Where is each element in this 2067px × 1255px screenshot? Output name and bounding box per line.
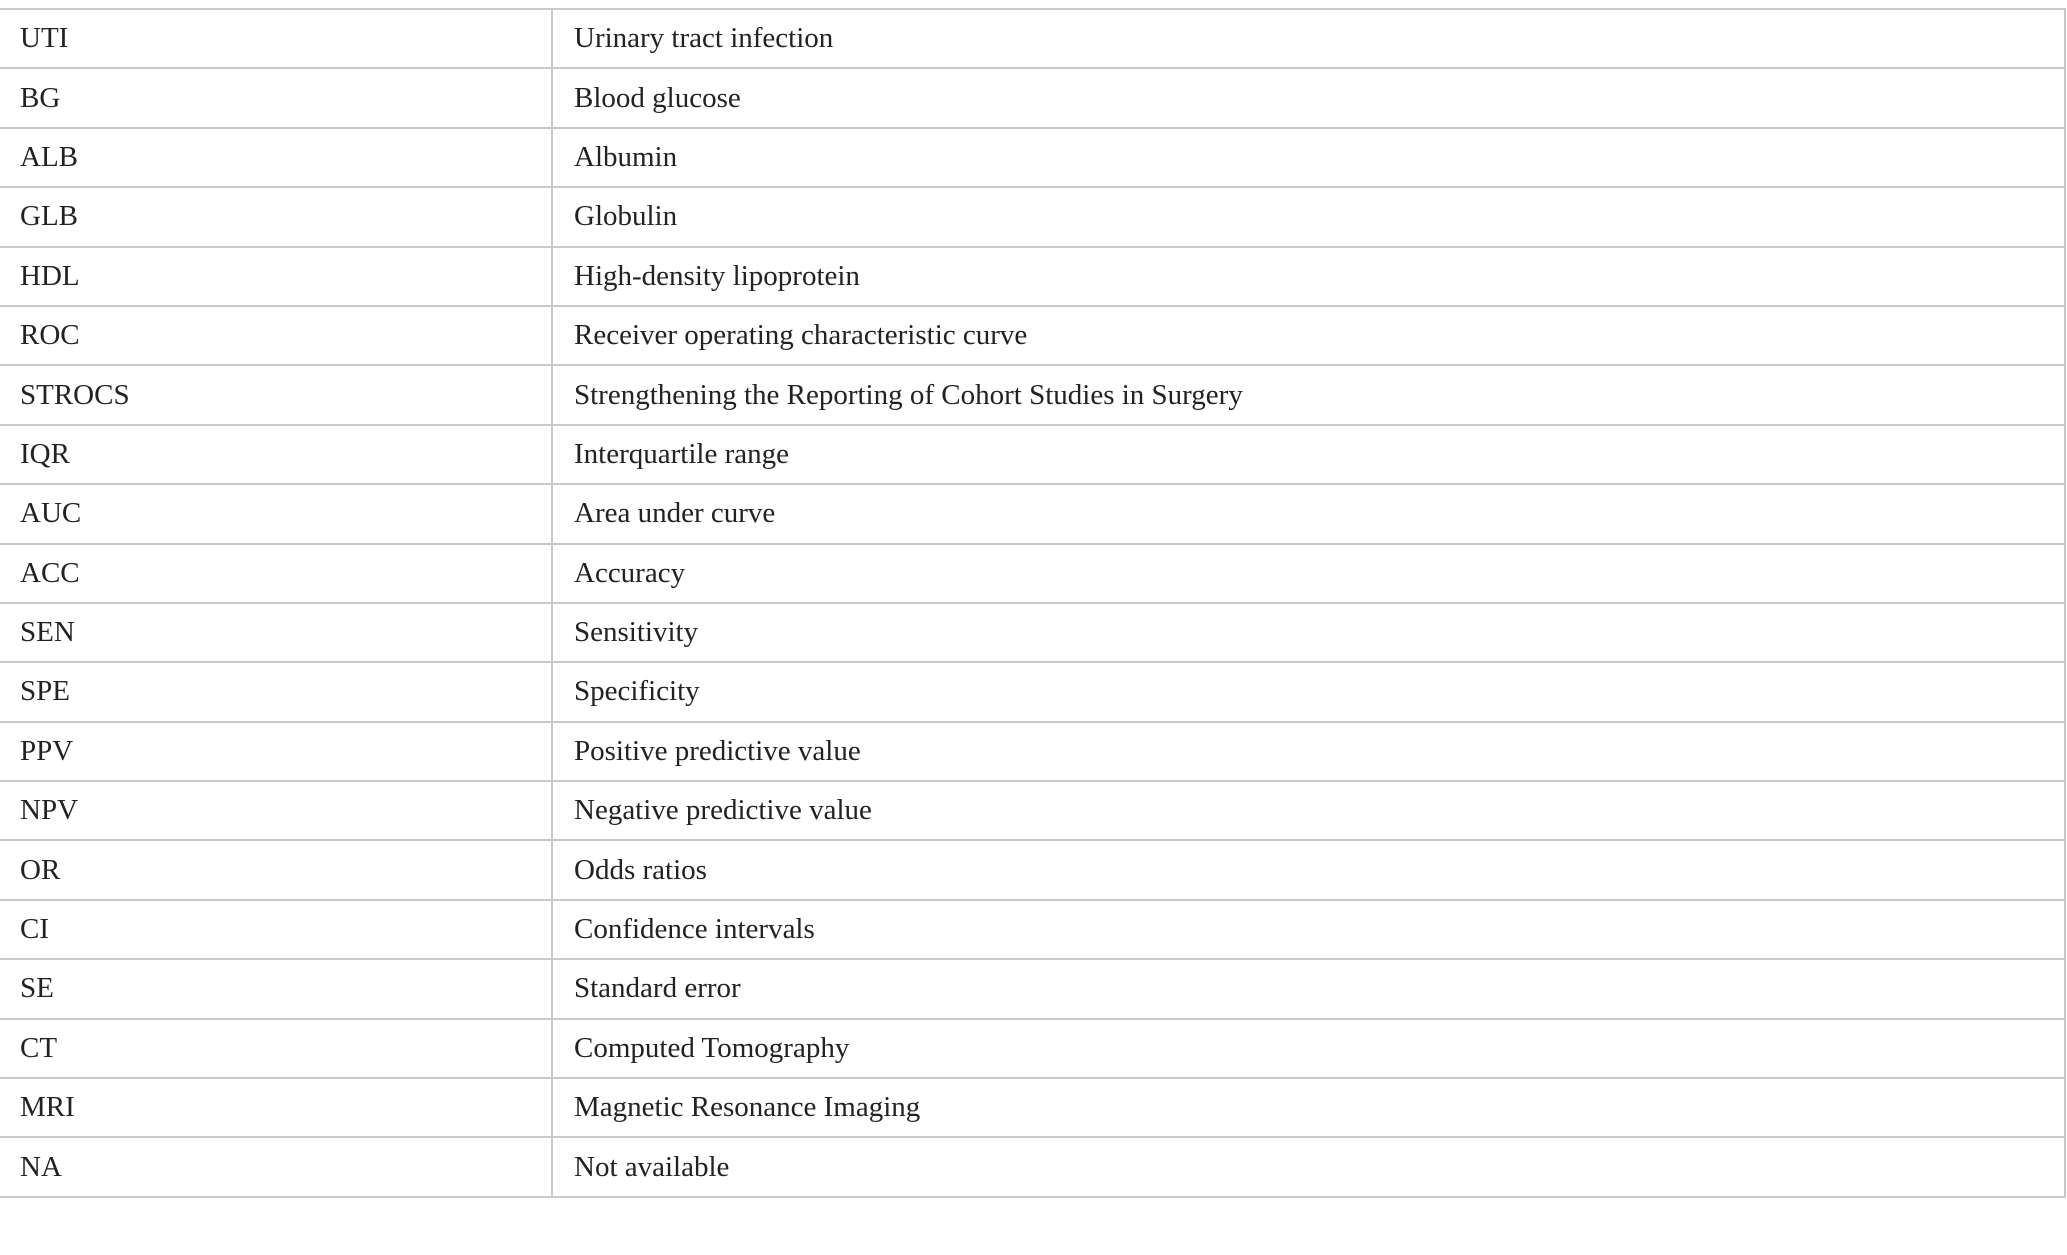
table-row	[0, 68, 2065, 127]
table-row	[0, 128, 2065, 187]
abbreviations-table-body	[0, 9, 2065, 1197]
table-row	[0, 900, 2065, 959]
abbreviation-cell: SEN	[0, 603, 552, 662]
abbreviation-cell: MRI	[0, 1078, 552, 1137]
abbreviation-cell: GLB	[0, 187, 552, 246]
table-row	[0, 603, 2065, 662]
table-row	[0, 187, 2065, 246]
abbreviation-cell: BG	[0, 68, 552, 127]
definition-cell: Strengthening the Reporting of Cohort Studies in Surgery	[552, 365, 2065, 424]
table-row	[0, 484, 2065, 543]
definition-cell: Receiver operating characteristic curve	[552, 306, 2065, 365]
table-row	[0, 959, 2065, 1018]
definition-cell: Positive predictive value	[552, 722, 2065, 781]
definition-cell: Globulin	[552, 187, 2065, 246]
table-row	[0, 425, 2065, 484]
abbreviation-cell: AUC	[0, 484, 552, 543]
table-row	[0, 840, 2065, 899]
table-row	[0, 781, 2065, 840]
definition-cell: Interquartile range	[552, 425, 2065, 484]
table-row	[0, 1078, 2065, 1137]
definition-cell: Standard error	[552, 959, 2065, 1018]
abbreviation-cell: SE	[0, 959, 552, 1018]
abbreviations-table-container	[0, 8, 2066, 1198]
abbreviation-cell: CI	[0, 900, 552, 959]
abbreviation-cell: CT	[0, 1019, 552, 1078]
abbreviation-cell: NPV	[0, 781, 552, 840]
definition-cell: Urinary tract infection	[552, 9, 2065, 68]
table-row	[0, 544, 2065, 603]
table-row	[0, 9, 2065, 68]
abbreviations-table	[0, 8, 2066, 1198]
abbreviation-cell: ACC	[0, 544, 552, 603]
table-row	[0, 365, 2065, 424]
definition-cell: Area under curve	[552, 484, 2065, 543]
abbreviation-cell: OR	[0, 840, 552, 899]
abbreviation-cell: STROCS	[0, 365, 552, 424]
table-row	[0, 1137, 2065, 1196]
definition-cell: Magnetic Resonance Imaging	[552, 1078, 2065, 1137]
abbreviation-cell: UTI	[0, 9, 552, 68]
definition-cell: Not available	[552, 1137, 2065, 1196]
table-row	[0, 247, 2065, 306]
table-row	[0, 1019, 2065, 1078]
abbreviation-cell: SPE	[0, 662, 552, 721]
table-row	[0, 306, 2065, 365]
abbreviation-cell: PPV	[0, 722, 552, 781]
definition-cell: Albumin	[552, 128, 2065, 187]
abbreviation-cell: NA	[0, 1137, 552, 1196]
definition-cell: High-density lipoprotein	[552, 247, 2065, 306]
definition-cell: Computed Tomography	[552, 1019, 2065, 1078]
abbreviation-cell: ALB	[0, 128, 552, 187]
table-row	[0, 662, 2065, 721]
definition-cell: Confidence intervals	[552, 900, 2065, 959]
abbreviation-cell: IQR	[0, 425, 552, 484]
definition-cell: Odds ratios	[552, 840, 2065, 899]
table-row	[0, 722, 2065, 781]
definition-cell: Sensitivity	[552, 603, 2065, 662]
abbreviation-cell: HDL	[0, 247, 552, 306]
definition-cell: Specificity	[552, 662, 2065, 721]
definition-cell: Negative predictive value	[552, 781, 2065, 840]
abbreviation-cell: ROC	[0, 306, 552, 365]
definition-cell: Blood glucose	[552, 68, 2065, 127]
definition-cell: Accuracy	[552, 544, 2065, 603]
